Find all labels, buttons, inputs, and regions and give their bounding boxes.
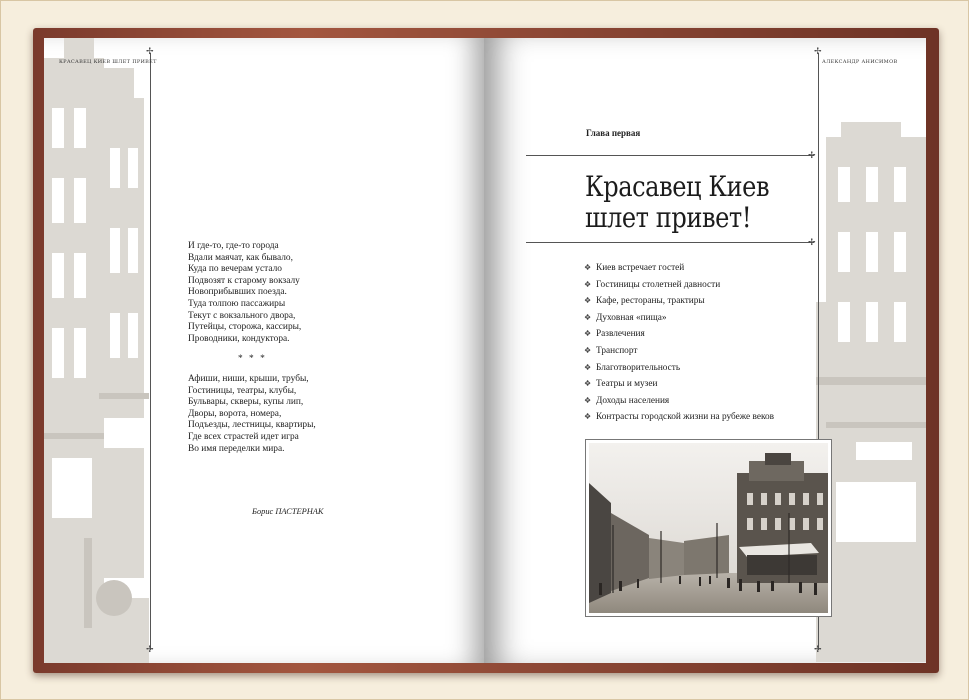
poem-line: Путейцы, сторожа, кассиры, [188, 322, 302, 333]
bullet-icon: ❖ [584, 412, 592, 422]
running-head-left: КРАСАВЕЦ КИЕВ ШЛЕТ ПРИВЕТ [59, 59, 157, 65]
toc-item: ❖ Доходы населения [584, 393, 844, 410]
title-rule-bottom [526, 242, 814, 243]
toc-item: ❖ Кафе, рестораны, трактиры [584, 293, 844, 310]
poem-line: Туда толпою пассажиры [188, 298, 286, 309]
poem-line: Подвозят к старому вокзалу [188, 275, 300, 286]
left-margin-rule [150, 53, 151, 650]
poem-author: Борис ПАСТЕРНАК [252, 507, 324, 516]
bullet-icon: ❖ [584, 312, 592, 322]
bullet-icon: ❖ [584, 395, 592, 405]
chapter-contents [584, 260, 844, 426]
toc-item: ❖ Гостиницы столетней давности [584, 277, 844, 294]
poem-line: Проводники, кондуктора. [188, 333, 290, 344]
bullet-icon: ❖ [584, 362, 592, 372]
ornament-icon: ✢ [808, 237, 816, 247]
toc-item: ❖ Театры и музеи [584, 376, 844, 393]
ornament-icon: ✢ [146, 644, 154, 654]
toc-item: ❖ Благотворительность [584, 360, 844, 377]
bullet-icon: ❖ [584, 379, 592, 389]
stanza-separator: * * * [238, 354, 267, 365]
ghost-building-left-icon [44, 38, 149, 663]
poem-line: И где-то, где-то города [188, 241, 279, 251]
bullet-icon: ❖ [584, 263, 592, 272]
ornament-icon: ✢ [808, 150, 816, 160]
historic-street-photo-icon [589, 443, 828, 613]
ornament-icon: ✢ [146, 46, 154, 56]
right-page [484, 38, 926, 663]
chapter-label: Глава первая [586, 128, 641, 138]
bullet-icon: ❖ [584, 279, 592, 289]
toc-item: ❖ Транспорт [584, 343, 844, 360]
poem-line: Текут с вокзального двора, [188, 310, 296, 321]
poem-line: Афиши, ниши, крыши, трубы, [188, 373, 309, 384]
bullet-icon: ❖ [584, 345, 592, 355]
title-rule-top [526, 155, 814, 156]
chapter-title [585, 171, 791, 233]
toc-item: ❖ Контрасты городской жизни на рубеже веков [584, 409, 844, 426]
poem [188, 241, 388, 455]
ornament-icon: ✢ [814, 644, 822, 654]
chapter-title-line: шлет привет! [585, 201, 752, 234]
poem-line: Куда по вечерам устало [188, 264, 282, 275]
running-head-right: АЛЕКСАНДР АНИСИМОВ [822, 59, 898, 65]
poem-line: Подъезды, лестницы, квартиры, [188, 420, 316, 431]
ghost-sign-text: GRAND [861, 445, 907, 458]
toc-item: ❖ Киев встречает гостей [584, 260, 844, 277]
poem-line: Бульвары, скверы, купы лип, [188, 397, 304, 408]
poem-line: Где всех страстей идет игра [188, 431, 299, 442]
left-page [44, 38, 484, 663]
poem-line: Во имя переделки мира. [188, 443, 285, 454]
historic-street-photo [585, 439, 832, 617]
toc-item: ❖ Развлечения [584, 326, 844, 343]
bullet-icon: ❖ [584, 329, 592, 339]
poem-line: Дворы, ворота, номера, [188, 408, 282, 419]
poem-line: Вдали маячат, как бывало, [188, 252, 293, 263]
toc-item: ❖ Духовная «пища» [584, 310, 844, 327]
bullet-icon: ❖ [584, 296, 592, 306]
ornament-icon: ✢ [814, 46, 822, 56]
poem-line: Новоприбывших поезда. [188, 287, 287, 298]
poem-line: Гостиницы, театры, клубы, [188, 385, 297, 396]
chapter-title-line: Красавец Киев [585, 170, 770, 203]
